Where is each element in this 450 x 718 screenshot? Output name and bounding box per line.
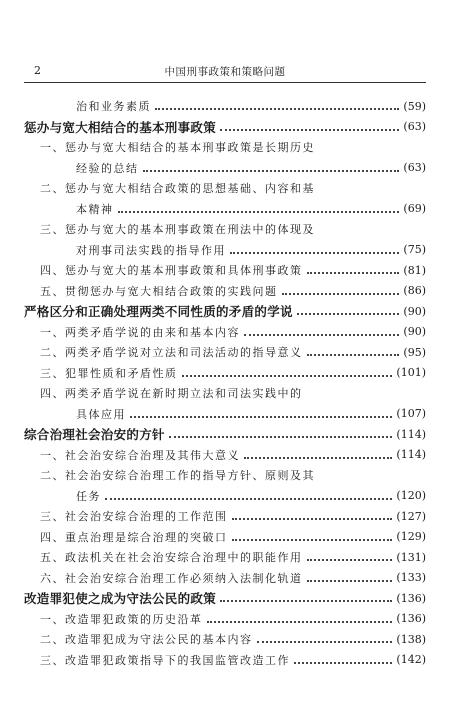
toc-entry-title: 对刑事司法实践的指导作用 (76, 243, 226, 257)
toc-entry (24, 568, 426, 589)
toc-entry-title: 五、贯彻惩办与宽大相结合政策的实践问题 (40, 284, 278, 298)
toc-entry (24, 506, 426, 527)
toc-entry (24, 465, 426, 486)
dot-leader (182, 375, 393, 377)
toc-page-number: (59) (403, 99, 426, 113)
toc-entry-title: 三、社会治安综合治理的工作范围 (40, 510, 228, 524)
toc-entry-title: 本精神 (76, 202, 114, 216)
toc-chapter (24, 301, 426, 322)
toc-entry (24, 650, 426, 671)
toc-page-number: (101) (396, 366, 426, 380)
toc-page-number: (63) (403, 161, 426, 175)
page-number: 2 (34, 64, 41, 77)
toc-entry-title: 综合治理社会治安的方针 (24, 427, 165, 443)
toc-page-number: (136) (396, 591, 426, 605)
dot-leader (257, 641, 393, 643)
toc-page-number: (81) (403, 263, 426, 277)
toc-entry (24, 363, 426, 384)
dot-leader (244, 457, 392, 459)
toc-page-number: (86) (403, 284, 426, 298)
toc-entry (24, 96, 426, 117)
toc-entry-title: 三、犯罪性质和矛盾性质 (40, 366, 178, 380)
running-title: 中国刑事政策和策略问题 (164, 66, 286, 78)
toc-entry-title: 二、惩办与宽大相结合政策的思想基础、内容和基 (40, 182, 315, 196)
toc-entry-title: 四、惩办与宽大的基本刑事政策和具体刑事政策 (40, 264, 303, 278)
toc-entry (24, 629, 426, 650)
toc-entry-title: 严格区分和正确处理两类不同性质的矛盾的学说 (24, 304, 293, 320)
toc-page-number: (138) (396, 632, 426, 646)
table-of-contents (24, 96, 426, 670)
toc-entry (24, 322, 426, 343)
toc-page-number: (142) (396, 653, 426, 667)
toc-entry (24, 527, 426, 548)
toc-page-number: (136) (396, 612, 426, 626)
toc-entry-title: 二、社会治安综合治理工作的指导方针、原则及其 (40, 469, 315, 483)
dot-leader (307, 559, 393, 561)
toc-entry (24, 609, 426, 630)
dot-leader (143, 170, 400, 172)
toc-entry-title: 二、改造罪犯成为守法公民的基本内容 (40, 633, 253, 647)
toc-page-number: (114) (396, 427, 426, 441)
toc-entry-title: 经验的总结 (76, 161, 139, 175)
toc-entry-title: 五、政法机关在社会治安综合治理中的职能作用 (40, 551, 303, 565)
toc-page-number: (107) (396, 407, 426, 421)
dot-leader (232, 539, 393, 541)
dot-leader (230, 252, 399, 254)
dot-leader (307, 580, 393, 582)
toc-entry-title: 治和业务素质 (76, 100, 151, 114)
toc-entry (24, 137, 426, 158)
page-header (24, 62, 426, 83)
toc-entry (24, 486, 426, 507)
toc-entry (24, 199, 426, 220)
toc-page-number: (95) (403, 345, 426, 359)
toc-entry-title: 三、惩办与宽大的基本刑事政策在刑法中的体现及 (40, 223, 315, 237)
dot-leader (297, 313, 400, 315)
toc-entry-title: 四、重点治理是综合治理的突破口 (40, 530, 228, 544)
toc-page-number: (131) (396, 550, 426, 564)
toc-entry (24, 260, 426, 281)
toc-page-number: (90) (403, 304, 426, 318)
toc-entry-title: 四、两类矛盾学说在新时期立法和司法实践中的 (40, 387, 303, 401)
toc-entry (24, 342, 426, 363)
dot-leader (307, 354, 400, 356)
toc-entry-title: 一、两类矛盾学说的由来和基本内容 (40, 325, 240, 339)
toc-entry-title: 具体应用 (76, 407, 126, 421)
dot-leader (207, 621, 393, 623)
toc-page-number: (75) (403, 243, 426, 257)
toc-entry (24, 445, 426, 466)
toc-page-number: (69) (403, 202, 426, 216)
toc-page-number: (90) (403, 325, 426, 339)
dot-leader (244, 334, 399, 336)
toc-entry-title: 二、两类矛盾学说对立法和司法活动的指导意义 (40, 346, 303, 360)
toc-page-number: (129) (396, 530, 426, 544)
toc-entry-title: 一、惩办与宽大相结合的基本刑事政策是长期历史 (40, 141, 315, 155)
dot-leader (294, 662, 392, 664)
toc-page-number: (63) (403, 120, 426, 134)
toc-entry (24, 219, 426, 240)
dot-leader (105, 498, 392, 500)
toc-entry-title: 一、社会治安综合治理及其伟大意义 (40, 448, 240, 462)
dot-leader (220, 600, 392, 602)
toc-entry-title: 一、改造罪犯政策的历史沿革 (40, 612, 203, 626)
toc-chapter (24, 588, 426, 609)
toc-entry (24, 547, 426, 568)
toc-entry (24, 383, 426, 404)
toc-entry (24, 404, 426, 425)
toc-chapter (24, 117, 426, 138)
toc-page-number: (133) (396, 571, 426, 585)
dot-leader (220, 129, 399, 131)
toc-entry (24, 158, 426, 179)
toc-entry (24, 178, 426, 199)
dot-leader (155, 108, 399, 110)
toc-page-number: (114) (396, 448, 426, 462)
toc-entry (24, 281, 426, 302)
toc-entry-title: 三、改造罪犯政策指导下的我国监管改造工作 (40, 653, 290, 667)
toc-page-number: (127) (396, 509, 426, 523)
dot-leader (130, 416, 392, 418)
dot-leader (282, 293, 400, 295)
dot-leader (118, 211, 400, 213)
toc-entry-title: 任务 (76, 489, 101, 503)
toc-page-number: (120) (396, 489, 426, 503)
dot-leader (232, 518, 393, 520)
dot-leader (169, 436, 393, 438)
dot-leader (307, 272, 400, 274)
toc-entry-title: 改造罪犯使之成为守法公民的政策 (24, 591, 217, 607)
toc-entry (24, 240, 426, 261)
toc-chapter (24, 424, 426, 445)
toc-entry-title: 惩办与宽大相结合的基本刑事政策 (24, 119, 217, 135)
toc-entry-title: 六、社会治安综合治理工作必须纳入法制化轨道 (40, 571, 303, 585)
